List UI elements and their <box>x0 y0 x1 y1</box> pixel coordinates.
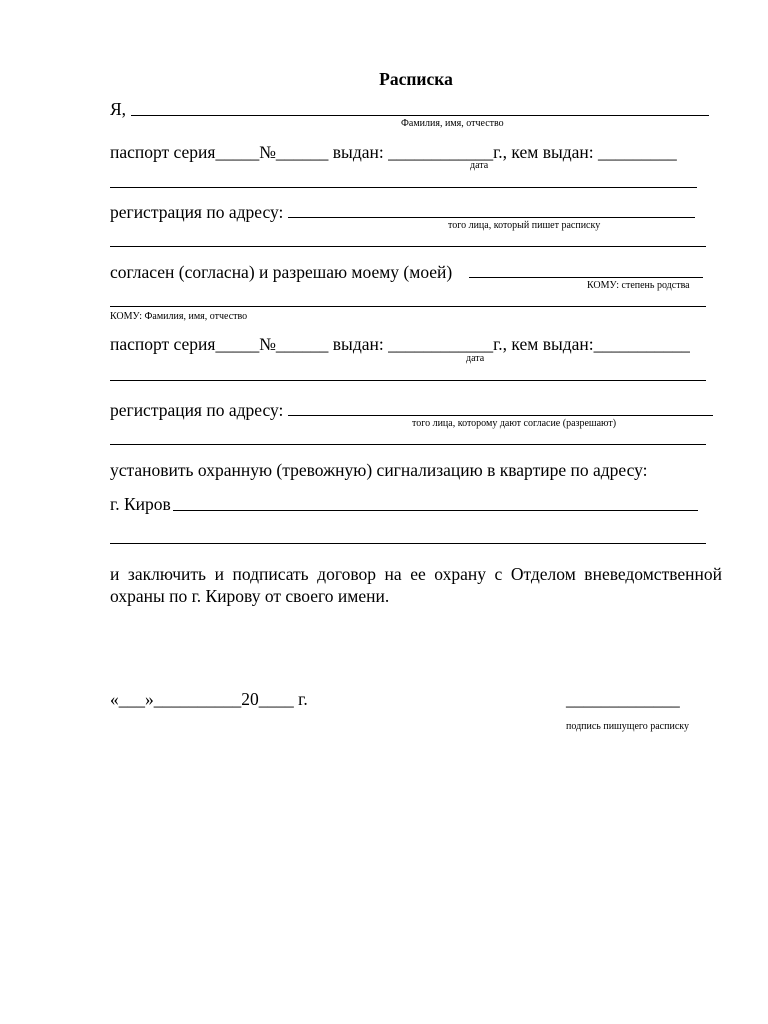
passport-date-caption-writer: дата <box>470 160 489 171</box>
full-name-prefix: Я, <box>110 99 131 119</box>
passport-date-caption-recipient: дата <box>466 353 485 364</box>
issued-by-continuation-line <box>110 187 697 188</box>
passport-line-recipient: паспорт серия_____№______ выдан: ____________г., кем выдан:___________ <box>110 334 690 354</box>
full-name-caption: Фамилия, имя, отчество <box>401 118 504 129</box>
address-continuation-line <box>110 543 706 544</box>
date-line: «___»__________20____ г. <box>110 689 308 709</box>
consent-text: согласен (согласна) и разрешаю моему (моей) <box>110 262 457 282</box>
registration-label-writer: регистрация по адресу: <box>110 202 284 222</box>
registration-continuation-line-writer <box>110 246 706 247</box>
registration-continuation-line-recipient <box>110 444 706 445</box>
document-title: Расписка <box>379 69 453 89</box>
contract-paragraph: и заключить и подписать договор на ее охрану с Отделом вневедомственной охраны по г. Кирову от своего имени. <box>110 564 722 606</box>
signature-caption: подпись пишущего расписку <box>566 721 689 732</box>
city-label: г. Киров <box>110 494 171 514</box>
issued-by-continuation-line-recipient <box>110 380 706 381</box>
full-name-line <box>131 115 709 116</box>
registration-caption-writer: того лица, который пишет расписку <box>448 220 601 231</box>
passport-line-writer: паспорт серия_____№______ выдан: ____________г., кем выдан: _________ <box>110 142 677 162</box>
recipient-name-line <box>110 306 706 307</box>
registration-label-recipient: регистрация по адресу: <box>110 400 284 420</box>
recipient-name-caption: КОМУ: Фамилия, имя, отчество <box>110 311 248 322</box>
relation-caption: КОМУ: степень родства <box>587 280 690 291</box>
registration-line-writer <box>288 217 695 218</box>
relation-line <box>469 277 703 278</box>
install-alarm-text: установить охранную (тревожную) сигнализацию в квартире по адресу: <box>110 460 648 480</box>
registration-caption-recipient: того лица, которому дают согласие (разрешают) <box>412 418 617 429</box>
signature-line: _____________ <box>566 689 680 709</box>
address-line <box>173 510 698 511</box>
registration-line-recipient <box>288 415 713 416</box>
